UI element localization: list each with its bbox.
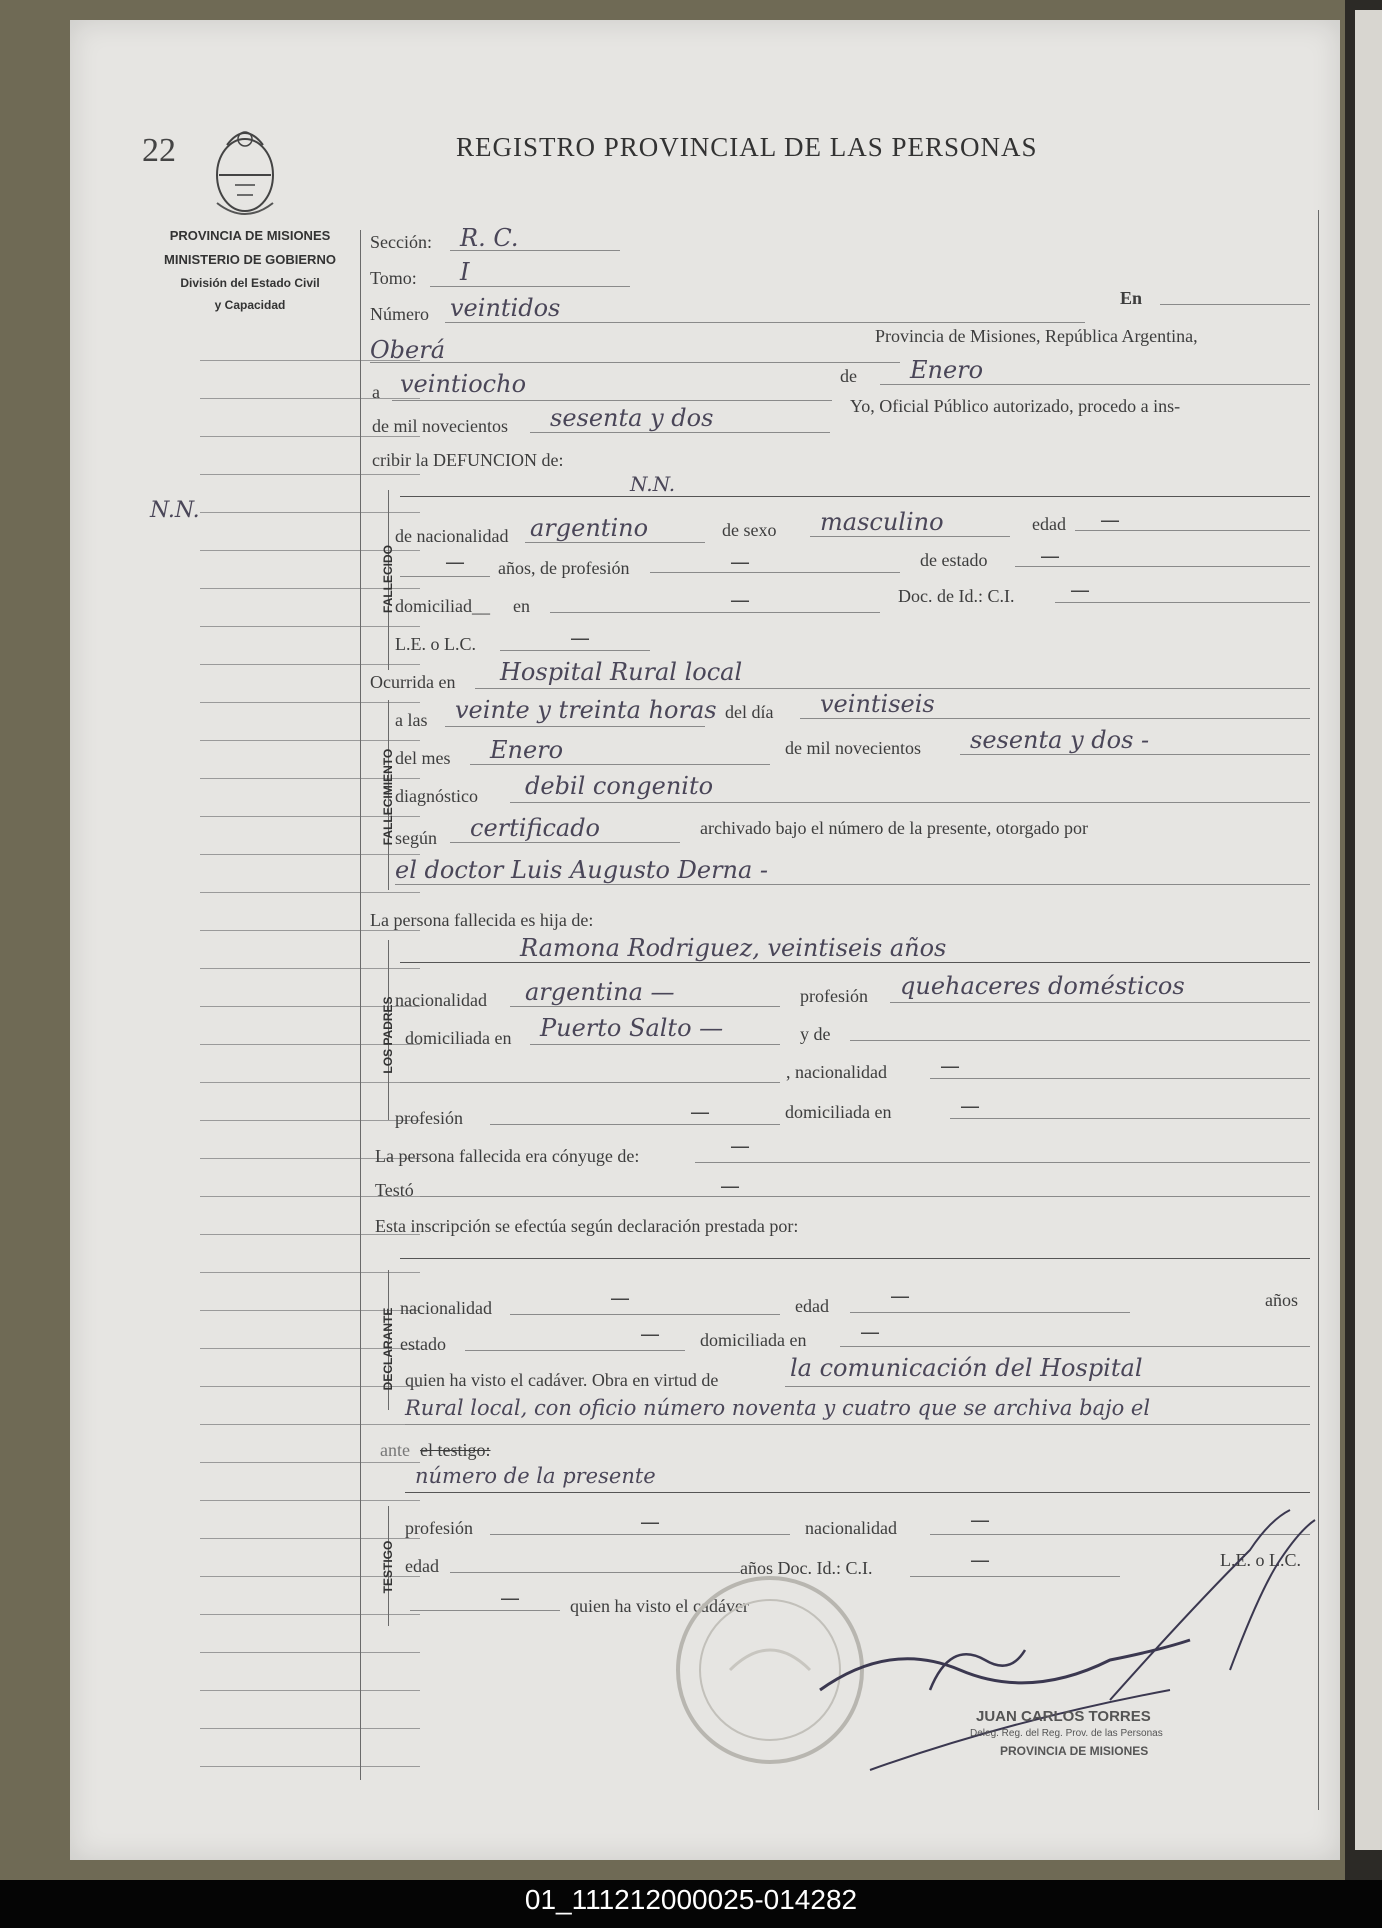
archivado-text: archivado bajo el número de la presente, otorgado por (700, 818, 1089, 838)
padre-domiciliada-value: — (960, 1094, 980, 1118)
anos-line (400, 576, 490, 577)
margin-line (200, 1462, 420, 1463)
testo-value: — (720, 1174, 740, 1198)
declarante-visto-label: quien ha visto el cadáver. Obra en virtud de (405, 1370, 719, 1390)
margin-line (200, 474, 420, 475)
margin-line (200, 1424, 420, 1425)
segun-value: certificado (470, 814, 601, 842)
edad-value: — (1100, 508, 1120, 532)
ocurrida-label: Ocurrida en (370, 672, 456, 692)
declarante-domiciliada-value: — (860, 1320, 880, 1344)
padres-profesion-line (890, 1002, 1310, 1003)
anos-label: años, de profesión (498, 558, 630, 578)
dia-label: del día (725, 702, 774, 722)
doctor-value: el doctor Luis Augusto Derna - (395, 856, 769, 884)
official-text: Yo, Oficial Público autorizado, procedo a ins- (850, 396, 1181, 416)
column-divider (360, 230, 361, 1780)
domicilio-line (550, 612, 880, 613)
testigo-profesion-line (490, 1534, 790, 1535)
doctor-line (395, 884, 1310, 885)
official-province: PROVINCIA DE MISIONES (1000, 1744, 1149, 1758)
margin-line (200, 1728, 420, 1729)
year-value: sesenta y dos (550, 404, 714, 432)
month-value: Enero (910, 356, 984, 384)
testigo-visto-label: quien ha visto el cadáver (570, 1596, 749, 1616)
margin-line (200, 512, 420, 513)
day-a-label: a (372, 382, 380, 402)
month-de-label: de (840, 366, 857, 386)
diagnostico-value: debil congenito (525, 772, 714, 800)
le-line (500, 650, 650, 651)
padre-nacionalidad-label: , nacionalidad (786, 1062, 887, 1082)
official-title: Deleg. Reg. del Reg. Prov. de las Personas (970, 1728, 1163, 1739)
testigo-nacionalidad-value: — (970, 1508, 990, 1532)
division-header: División del Estado Civil (180, 276, 320, 290)
margin-note: N.N. (150, 498, 200, 523)
year-line (530, 432, 830, 433)
declarante-visto-line-1 (785, 1386, 1310, 1387)
month-line (880, 384, 1310, 385)
padres-nacionalidad-line (510, 1006, 780, 1007)
conyuge-value: — (730, 1134, 750, 1158)
declarante-visto-value-2: Rural local, con oficio número noventa y cuatro que se archiva bajo el (405, 1396, 1151, 1420)
padre-profesion-value: — (690, 1100, 710, 1124)
nacionalidad-value: argentino (530, 514, 649, 542)
testigo-anos-doc-label: años Doc. Id.: C.I. (740, 1558, 873, 1578)
margin-line (200, 1652, 420, 1653)
margin-line (200, 1766, 420, 1767)
margin-line (200, 968, 420, 969)
sexo-line (810, 536, 1010, 537)
padres-nacionalidad-label: nacionalidad (395, 990, 487, 1010)
margin-line (200, 892, 420, 893)
day-value: veintiocho (400, 370, 527, 398)
fallecimiento-section-label: FALLECIMIENTO (381, 748, 395, 846)
nacionalidad-line (525, 542, 705, 543)
dia-value: veintiseis (820, 690, 935, 718)
ministry-header: MINISTERIO DE GOBIERNO (164, 252, 336, 267)
profesion-line (650, 572, 900, 573)
nacionalidad-label: de nacionalidad (395, 526, 509, 546)
domicilio-value: — (730, 588, 750, 612)
ante-value: número de la presente (415, 1464, 656, 1488)
testo-label: Testó (375, 1180, 414, 1200)
mes-label: del mes (395, 748, 451, 768)
tomo-label: Tomo: (370, 268, 417, 288)
domicilio-en-label: en (513, 596, 530, 616)
edad-label: edad (1032, 514, 1066, 534)
declarante-visto-line-2 (405, 1424, 1310, 1425)
tomo-value: I (460, 258, 470, 286)
declarante-nacionalidad-line (510, 1314, 780, 1315)
le-label: L.E. o L.C. (395, 634, 476, 654)
conyuge-label: La persona fallecida era cónyuge de: (375, 1146, 640, 1166)
madre-value: Ramona Rodriguez, veintiseis años (520, 934, 947, 962)
sexo-label: de sexo (722, 520, 777, 540)
diagnostico-line (510, 802, 1310, 803)
declarante-edad-value: — (890, 1284, 910, 1308)
testigo-nacionalidad-label: nacionalidad (805, 1518, 897, 1538)
division-header-2: y Capacidad (214, 298, 286, 312)
padre-nacionalidad-value: — (940, 1054, 960, 1078)
declarante-anos-label: años (1265, 1290, 1298, 1310)
deceased-name-line (400, 496, 1310, 497)
margin-line (200, 664, 420, 665)
diagnostico-label: diagnóstico (395, 786, 478, 806)
declarante-name-line (400, 1258, 1310, 1259)
doc-label: Doc. de Id.: C.I. (898, 586, 1015, 606)
testigo-label: el testigo: (420, 1440, 491, 1460)
padre-profesion-line (490, 1124, 780, 1125)
page-title: REGISTRO PROVINCIAL DE LAS PERSONAS (456, 132, 1038, 162)
margin-line (200, 1690, 420, 1691)
place-value: Oberá (370, 336, 446, 364)
declarante-edad-line (850, 1312, 1130, 1313)
ante-label: ante (380, 1440, 410, 1460)
declarante-nacionalidad-value: — (610, 1286, 630, 1310)
domicilio-label: domiciliad__ (395, 596, 490, 616)
anos-value: — (445, 550, 465, 574)
declarante-intro: Esta inscripción se efectúa según declaración prestada por: (375, 1216, 799, 1236)
day-line (392, 400, 832, 401)
margin-line (200, 1500, 420, 1501)
register-page (70, 20, 1340, 1860)
ocurrida-line (475, 688, 1310, 689)
padres-domiciliada-value: Puerto Salto — (540, 1014, 724, 1042)
ocurrida-value: Hospital Rural local (500, 658, 743, 686)
y-de-line (850, 1040, 1310, 1041)
en-label: En (1120, 288, 1143, 308)
doc-line (1055, 602, 1310, 603)
seccion-label: Sección: (370, 232, 432, 252)
padre-profesion-label: profesión (395, 1108, 463, 1128)
seccion-value: R. C. (460, 224, 519, 252)
padres-domiciliada-line (530, 1044, 780, 1045)
margin-line (200, 1120, 420, 1121)
sexo-value: masculino (820, 508, 944, 536)
anio-value: sesenta y dos - (970, 726, 1150, 754)
page-number: 22 (142, 132, 176, 169)
mes-value: Enero (490, 736, 564, 764)
padres-domiciliada-label: domiciliada en (405, 1028, 512, 1048)
testigo-le-label: L.E. o L.C. (1220, 1550, 1301, 1570)
padres-section-label: LOS PADRES (381, 996, 395, 1074)
declarante-domiciliada-label: domiciliada en (700, 1330, 807, 1350)
testigo-profesion-value: — (640, 1510, 660, 1534)
padre-domiciliada-line (950, 1118, 1310, 1119)
declarante-estado-line (465, 1350, 685, 1351)
place-line (370, 362, 900, 363)
tomo-line (430, 286, 630, 287)
estado-value: — (1040, 544, 1060, 568)
numero-line (445, 322, 1085, 323)
mes-line (470, 764, 770, 765)
province-text: Provincia de Misiones, República Argentina, (875, 326, 1198, 346)
declarante-estado-value: — (640, 1322, 660, 1346)
edad-line (1075, 530, 1310, 531)
coat-of-arms-icon (205, 115, 285, 225)
numero-value: veintidos (450, 294, 561, 322)
deceased-name: N.N. (630, 472, 676, 496)
conyuge-line (695, 1162, 1310, 1163)
padres-nacionalidad-value: argentina — (525, 978, 675, 1006)
estado-label: de estado (920, 550, 988, 570)
next-page-edge (1355, 10, 1382, 1850)
year-label: de mil novecientos (372, 416, 508, 436)
le-value: — (570, 626, 590, 650)
declarante-estado-label: estado (400, 1334, 446, 1354)
testigo-edad-label: edad (405, 1556, 439, 1576)
declarante-domiciliada-line (840, 1346, 1310, 1347)
margin-line (200, 1614, 420, 1615)
fallecido-section-label: FALLECIDO (381, 545, 395, 613)
estado-line (1015, 566, 1310, 567)
padres-profesion-label: profesión (800, 986, 868, 1006)
testigo-doc-value: — (970, 1548, 990, 1572)
numero-label: Número (370, 304, 429, 324)
official-name: JUAN CARLOS TORRES (976, 1708, 1151, 1725)
testigo-visto-value: — (500, 1586, 520, 1610)
testigo-profesion-label: profesión (405, 1518, 473, 1538)
testigo-visto-line (410, 1610, 560, 1611)
hora-line (445, 726, 705, 727)
declarante-nacionalidad-label: nacionalidad (400, 1298, 492, 1318)
inscribe-text: cribir la DEFUNCION de: (372, 450, 564, 470)
declarante-visto-value-1: la comunicación del Hospital (790, 1354, 1143, 1382)
padres-profesion-value: quehaceres domésticos (900, 972, 1185, 1000)
padres-intro: La persona fallecida es hija de: (370, 910, 594, 930)
image-caption: 01_111212000025-014282 (524, 1884, 858, 1915)
margin-line (200, 398, 420, 399)
margin-line (200, 1272, 420, 1273)
anio-label: de mil novecientos (785, 738, 921, 758)
seccion-line (450, 250, 620, 251)
testo-line (420, 1196, 1310, 1197)
padre-name-line (400, 1082, 780, 1083)
anio-line (960, 754, 1310, 755)
madre-line (400, 962, 1310, 963)
dia-line (800, 718, 1310, 719)
padre-nacionalidad-line (930, 1078, 1310, 1079)
en-line (1160, 304, 1310, 305)
profesion-value: — (730, 550, 750, 574)
hora-label: a las (395, 710, 428, 730)
province-header: PROVINCIA DE MISIONES (169, 228, 331, 243)
doc-value: — (1070, 578, 1090, 602)
y-de-label: y de (800, 1024, 831, 1044)
segun-label: según (395, 828, 437, 848)
declarante-section-label: DECLARANTE (381, 1307, 395, 1391)
hora-value: veinte y treinta horas (455, 696, 717, 724)
testigo-section-label: TESTIGO (381, 1540, 395, 1594)
segun-line (450, 842, 680, 843)
declarante-edad-label: edad (795, 1296, 829, 1316)
padre-domiciliada-label: domiciliada en (785, 1102, 892, 1122)
margin-line (200, 702, 420, 703)
